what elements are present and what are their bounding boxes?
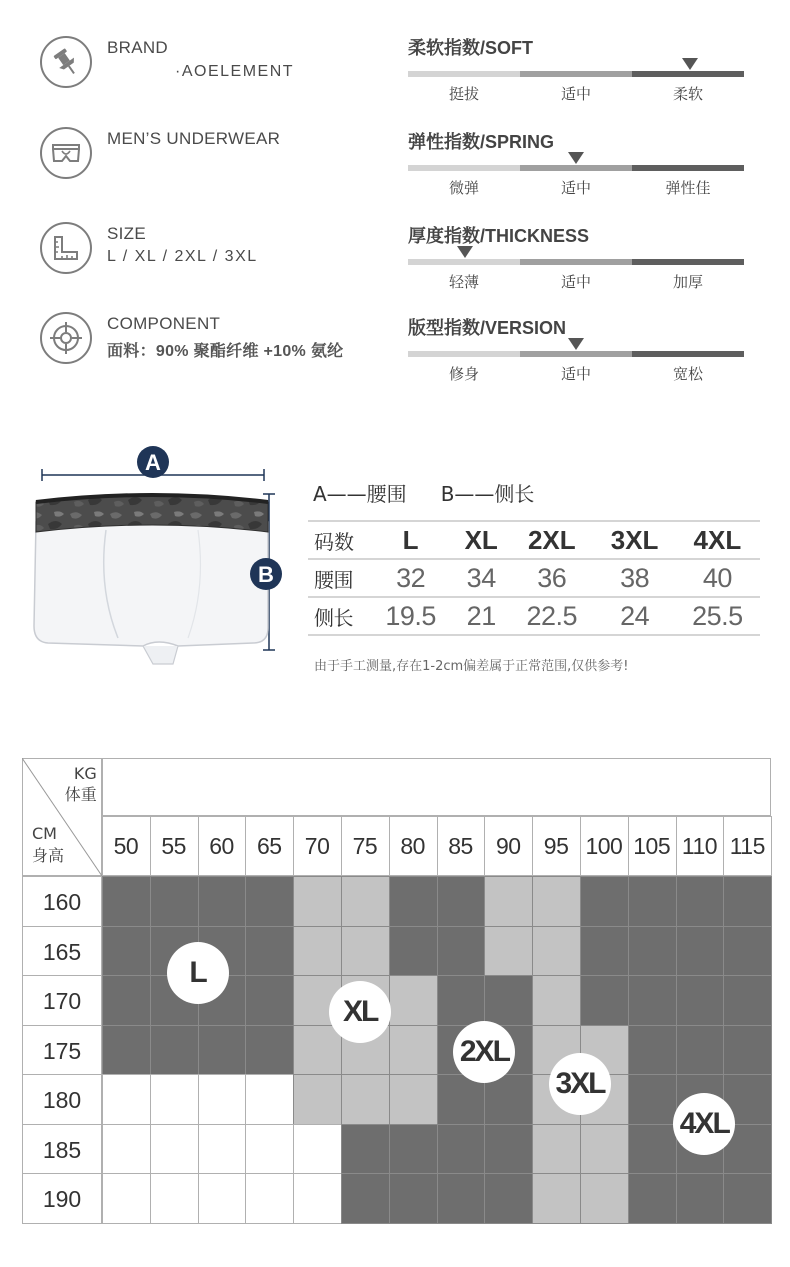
size-zone-label: 2XL	[453, 1021, 515, 1083]
size-cell	[676, 876, 725, 927]
index-block	[408, 128, 744, 208]
weight-value: 90	[495, 833, 521, 859]
index-block	[408, 34, 744, 114]
weight-value: 55	[161, 833, 186, 859]
size-chart-grid	[22, 758, 771, 1223]
size-zone-label: 3XL	[549, 1053, 611, 1115]
size-head-label: 码数	[308, 521, 368, 559]
waist-cell: 36	[509, 559, 594, 597]
index-label: 加厚	[672, 273, 703, 291]
index-marker-icon	[568, 338, 584, 350]
size-cell	[628, 1124, 677, 1175]
size-cell	[532, 876, 581, 927]
waist-cell: 32	[368, 559, 453, 597]
size-cell	[484, 876, 533, 927]
height-value: 190	[42, 1186, 82, 1212]
category-row	[40, 127, 400, 187]
weight-value: 85	[448, 833, 473, 859]
height-value: 175	[42, 1037, 82, 1064]
size-cell	[245, 926, 294, 977]
size-title: SIZE	[107, 224, 146, 243]
size-cell: L	[368, 521, 453, 559]
marker-a: A	[145, 450, 161, 475]
size-cell	[102, 876, 151, 927]
underwear-icon	[40, 127, 92, 179]
size-cell	[723, 876, 772, 927]
brand-row	[40, 36, 400, 96]
side-cell: 22.5	[509, 597, 594, 635]
target-icon	[40, 312, 92, 364]
waist-cell: 40	[675, 559, 760, 597]
size-cell	[102, 1124, 151, 1175]
size-cell	[150, 1173, 199, 1224]
weight-value: 75	[352, 833, 378, 859]
measure-legend	[313, 478, 568, 507]
size-cell	[102, 975, 151, 1026]
grid-header-band	[102, 758, 771, 816]
height-value: 170	[42, 988, 82, 1014]
size-cell	[723, 1025, 772, 1076]
side-row	[308, 597, 760, 635]
size-cell	[150, 1025, 199, 1076]
index-marker-icon	[457, 246, 473, 258]
side-label: 侧长	[308, 597, 368, 635]
size-cell	[245, 1173, 294, 1224]
size-cell	[628, 1173, 677, 1224]
index-title: 版型指数/VERSION	[408, 318, 567, 338]
size-cell	[245, 876, 294, 927]
waist-label: 腰围	[308, 559, 368, 597]
size-table	[308, 520, 760, 636]
weight-value: 110	[681, 833, 718, 859]
height-label: 身高	[32, 846, 65, 865]
pin-icon	[40, 36, 92, 88]
size-cell	[293, 926, 342, 977]
weight-value: 115	[729, 833, 765, 859]
size-cell	[437, 1173, 486, 1224]
size-cell: 2XL	[509, 521, 594, 559]
side-cell: 25.5	[675, 597, 760, 635]
size-zone-label: L	[167, 942, 229, 1004]
size-cell	[198, 1025, 247, 1076]
size-cell	[389, 975, 438, 1026]
size-cell	[389, 1124, 438, 1175]
index-labels	[408, 363, 744, 384]
size-cell	[676, 975, 725, 1026]
size-cell	[245, 1124, 294, 1175]
size-cell	[628, 876, 677, 927]
size-cell	[484, 975, 533, 1026]
size-cell	[532, 1124, 581, 1175]
index-label: 宽松	[672, 365, 703, 383]
weight-value: 80	[400, 833, 425, 859]
size-cell	[102, 1025, 151, 1076]
size-cell	[198, 876, 247, 927]
size-cell	[102, 926, 151, 977]
component-title: COMPONENT	[107, 314, 221, 333]
size-cell	[580, 975, 629, 1026]
side-cell: 24	[594, 597, 674, 635]
index-label: 适中	[560, 85, 591, 103]
index-label: 修身	[448, 365, 479, 383]
size-cell	[484, 1173, 533, 1224]
weight-label: 体重	[64, 785, 97, 804]
size-cell	[102, 1074, 151, 1125]
size-cell	[389, 1025, 438, 1076]
size-cell	[532, 926, 581, 977]
size-cell	[532, 975, 581, 1026]
index-label: 适中	[560, 273, 591, 291]
height-value: 160	[42, 889, 82, 915]
size-cell	[628, 1025, 677, 1076]
size-cell	[389, 1074, 438, 1125]
size-cell	[293, 1124, 342, 1175]
size-row-header	[308, 521, 760, 559]
side-cell: 21	[453, 597, 509, 635]
weight-value: 100	[585, 833, 623, 859]
weight-value: 95	[543, 833, 569, 859]
size-cell	[198, 1074, 247, 1125]
height-value: 180	[42, 1087, 82, 1113]
index-bar	[408, 165, 744, 171]
size-cell	[150, 1124, 199, 1175]
component-value: 面料：90% 聚酯纤维 +10% 氨纶	[107, 343, 344, 360]
side-cell: 19.5	[368, 597, 453, 635]
size-cell	[628, 1074, 677, 1125]
height-unit: CM	[32, 824, 57, 843]
size-cell	[580, 1124, 629, 1175]
size-cell	[389, 926, 438, 977]
index-title: 弹性指数/SPRING	[408, 132, 555, 152]
size-cell	[628, 926, 677, 977]
height-value: 185	[42, 1136, 82, 1163]
size-cell	[580, 926, 629, 977]
size-cell	[723, 975, 772, 1026]
size-cell	[245, 1025, 294, 1076]
size-cell	[293, 876, 342, 927]
index-label: 适中	[560, 179, 591, 197]
size-cell	[198, 1173, 247, 1224]
waist-row	[308, 559, 760, 597]
size-cell	[245, 975, 294, 1026]
size-cell	[580, 876, 629, 927]
index-marker-icon	[682, 58, 698, 70]
category-title: MEN’S UNDERWEAR	[107, 129, 281, 148]
index-label: 弹性佳	[665, 179, 711, 197]
size-cell	[437, 975, 486, 1026]
index-labels	[408, 177, 744, 198]
weight-value: 105	[633, 833, 671, 859]
size-cell: XL	[453, 521, 509, 559]
index-marker-icon	[568, 152, 584, 164]
weight-value: 50	[113, 833, 139, 859]
size-cell	[150, 876, 199, 927]
weight-value: 65	[256, 833, 282, 859]
index-label: 柔软	[672, 85, 703, 103]
index-label: 挺拔	[448, 85, 479, 103]
index-bar	[408, 259, 744, 265]
size-cell	[293, 1025, 342, 1076]
index-labels	[408, 83, 744, 104]
size-cell	[723, 1173, 772, 1224]
size-cell	[484, 926, 533, 977]
size-cell	[293, 1074, 342, 1125]
size-cell: 3XL	[594, 521, 674, 559]
size-values: L / XL / 2XL / 3XL	[107, 248, 258, 265]
size-cell	[532, 1173, 581, 1224]
index-label: 微弹	[448, 179, 479, 197]
size-cell	[341, 1124, 390, 1175]
index-title: 厚度指数/THICKNESS	[408, 226, 590, 246]
briefs-illustration	[28, 438, 290, 666]
size-cell	[341, 1074, 390, 1125]
size-cell	[437, 926, 486, 977]
marker-b: B	[258, 562, 274, 587]
index-block	[408, 314, 744, 394]
size-cell	[437, 876, 486, 927]
size-cell: 4XL	[675, 521, 760, 559]
measure-note: 由于手工测量,存在1-2cm偏差属于正常范围,仅供参考!	[314, 659, 629, 674]
size-cell	[341, 1173, 390, 1224]
size-cell	[198, 1124, 247, 1175]
weight-value: 70	[304, 833, 330, 859]
index-bar	[408, 71, 744, 77]
size-zone-label: XL	[329, 981, 391, 1043]
waist-cell: 38	[594, 559, 674, 597]
index-bar	[408, 351, 744, 357]
size-cell	[102, 1173, 151, 1224]
size-cell	[389, 1173, 438, 1224]
size-cell	[723, 926, 772, 977]
size-row	[40, 222, 400, 282]
size-cell	[341, 926, 390, 977]
brand-title: BRAND	[107, 38, 169, 57]
size-cell	[245, 1074, 294, 1125]
component-row	[40, 312, 400, 372]
height-value: 165	[42, 938, 82, 965]
size-cell	[676, 1025, 725, 1076]
index-block	[408, 222, 744, 302]
brand-name: ·AOELEMENT	[175, 63, 295, 80]
size-zone-label: 4XL	[673, 1093, 735, 1155]
size-cell	[341, 876, 390, 927]
size-cell	[628, 975, 677, 1026]
size-cell	[437, 1124, 486, 1175]
index-label: 适中	[560, 365, 591, 383]
size-cell	[676, 1173, 725, 1224]
size-cell	[580, 1173, 629, 1224]
size-cell	[484, 1124, 533, 1175]
legend-side: B——侧长	[440, 482, 535, 506]
waist-cell: 34	[453, 559, 509, 597]
weight-unit: KG	[73, 764, 97, 783]
size-cell	[389, 876, 438, 927]
index-title: 柔软指数/SOFT	[408, 38, 533, 58]
index-label: 轻薄	[448, 273, 479, 291]
weight-value: 60	[209, 833, 234, 859]
ruler-icon	[40, 222, 92, 274]
index-labels	[408, 271, 744, 292]
size-cell	[150, 1074, 199, 1125]
legend-waist: A——腰围	[313, 482, 407, 506]
size-cell	[293, 1173, 342, 1224]
size-cell	[676, 926, 725, 977]
